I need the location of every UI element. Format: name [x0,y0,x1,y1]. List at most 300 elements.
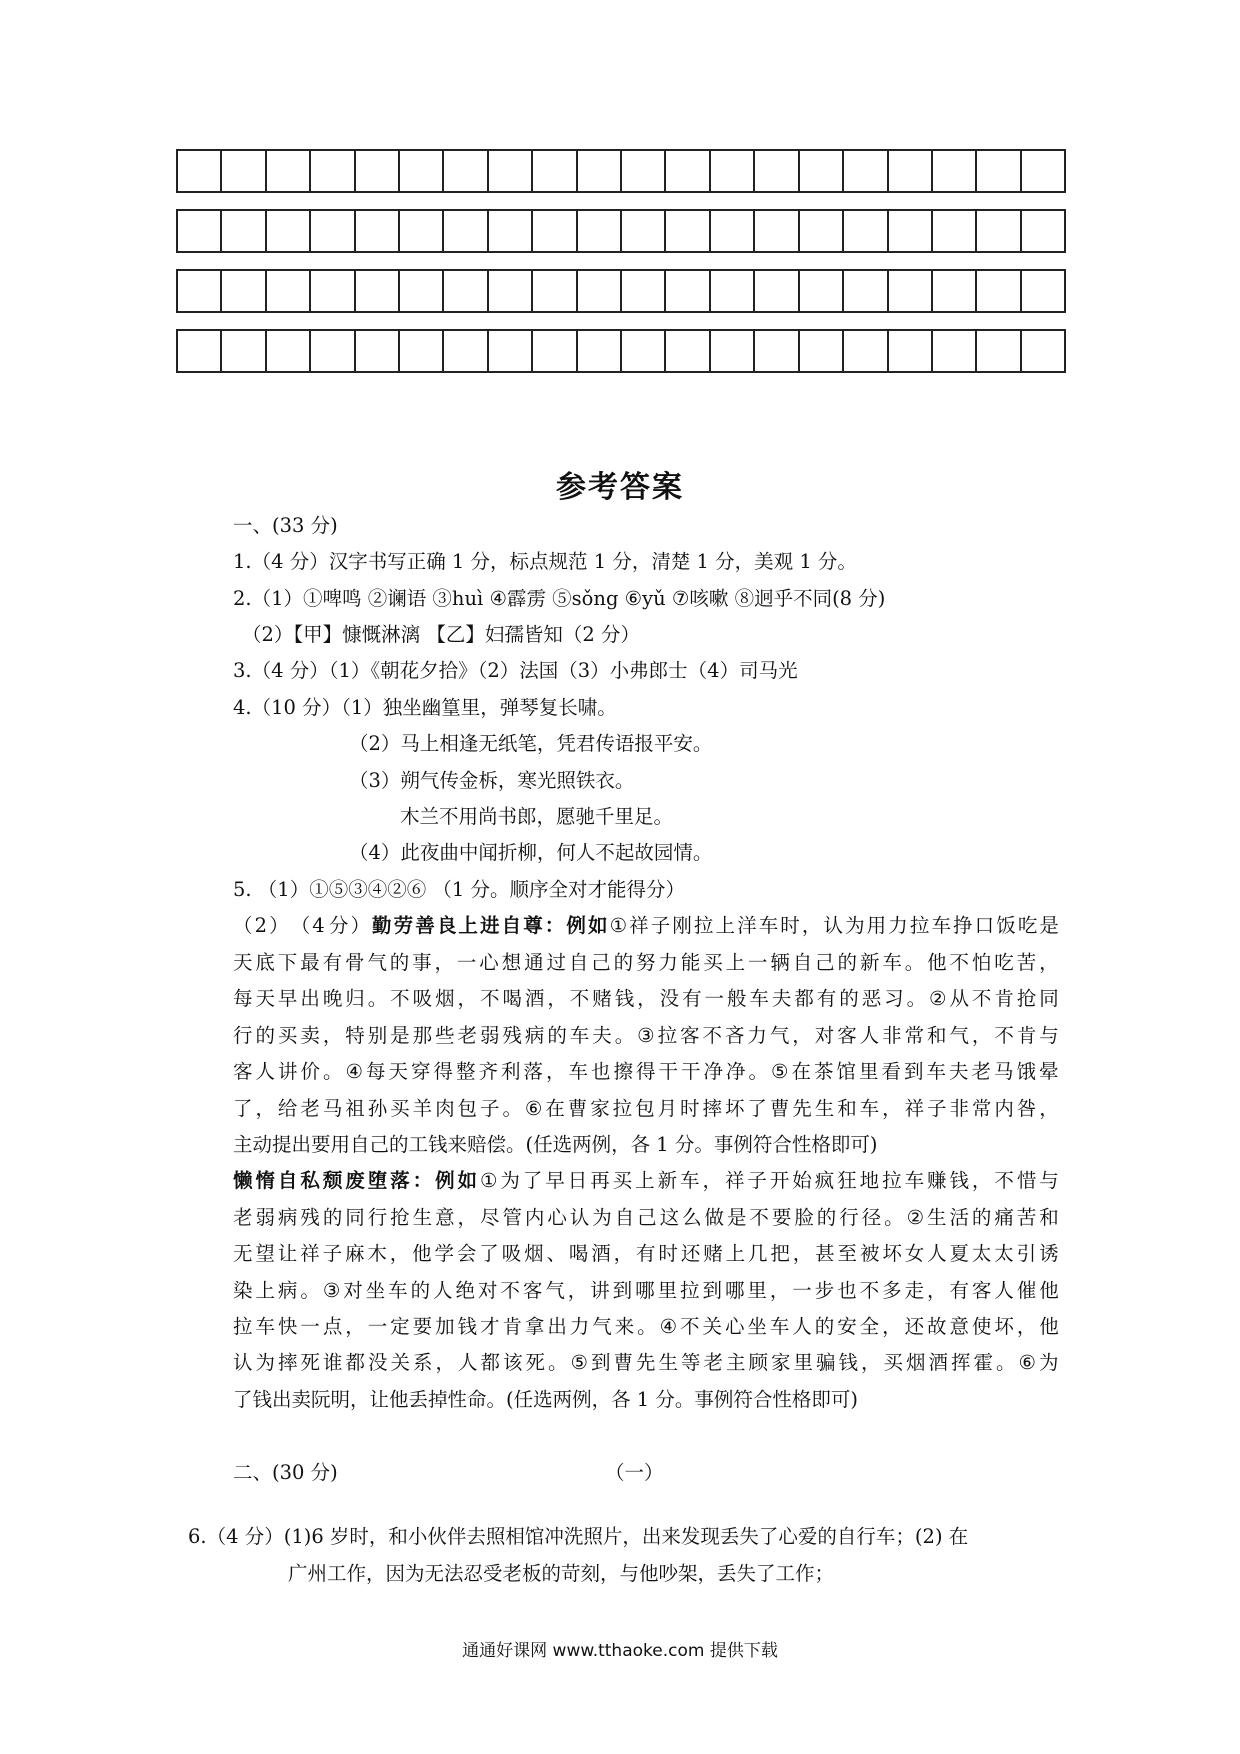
line-text: 买 [612,1169,633,1192]
line-text: ， [637,987,657,1010]
grid-cell[interactable] [444,151,488,191]
line-text: 先 [635,1351,656,1374]
grid-cell[interactable] [622,211,666,251]
grid-cell[interactable] [222,151,266,191]
grid-cell[interactable] [444,211,488,251]
bold-label: 尊 [523,914,543,937]
line-text: 6.（4 分）(1)6 岁时，和小伙伴去照相馆冲洗照片，出来发现丢失了心爱的自行车；(2) 在 [188,1525,969,1548]
line-text: 骗 [815,1351,836,1374]
line-text: ⑥ [1018,1351,1036,1374]
line-text: ⑤ [770,1060,789,1083]
line-text: 拉 [612,1097,633,1120]
line-text: 不 [390,987,410,1010]
line-text: 1.（4 分）汉字书写正确 1 分，标点规范 1 分，清楚 1 分，美观 1 分。 [233,550,857,573]
line-text: 拉 [680,1279,700,1302]
line-text: 下 [277,951,298,974]
line-text: 馆 [836,1060,856,1083]
line-text: 讲 [590,1279,610,1302]
grid-cell[interactable] [311,331,355,371]
grid-cell[interactable] [444,331,488,371]
line-text: 饿 [1016,1060,1036,1083]
line-text: 酒 [928,1351,948,1374]
answer-line [233,1023,1059,1049]
line-text: 催 [1016,1279,1037,1302]
line-text: ， [1016,1315,1037,1338]
grid-cell[interactable] [311,151,355,191]
answer-line [233,658,798,684]
line-text: 的 [322,1206,343,1229]
grid-cell[interactable] [578,271,622,311]
line-text: 上 [635,1169,655,1192]
line-text: 活 [949,1206,969,1229]
line-text: ， [434,951,455,974]
grid-cell[interactable] [489,211,533,251]
line-text: 时 [680,1097,700,1120]
line-text: 没 [659,987,680,1010]
line-text: 气 [949,1024,969,1047]
line-text: 客 [837,1024,857,1047]
grid-cell[interactable] [666,211,710,251]
line-text: 通 [524,951,544,974]
line-text: 晕 [1038,1060,1059,1083]
grid-cell[interactable] [622,271,666,311]
grid-cell[interactable] [400,271,444,311]
line-text: 吸 [412,987,433,1010]
grid-cell[interactable] [400,331,444,371]
line-text: 女 [904,1242,925,1265]
line-text: ， [927,1279,947,1302]
answer-line [233,513,338,539]
answer-line [233,586,885,612]
line-text: ， [322,1024,343,1047]
line-text: 包 [635,1097,655,1120]
grid-cell[interactable] [933,271,977,311]
grid-cell[interactable] [578,331,622,371]
line-text: 同 [345,1206,365,1229]
line-text: 不 [994,1024,1014,1047]
line-text: 车 [388,1279,408,1302]
line-text: 曹 [613,1351,633,1374]
line-text: ， [860,1351,881,1374]
grid-cell[interactable] [844,211,888,251]
line-text: 己 [591,951,611,974]
line-text: 尽 [479,1206,500,1229]
grid-cell[interactable] [666,331,710,371]
line-text: 上 [255,1279,275,1302]
line-text: 想 [501,951,522,974]
grid-cell[interactable] [444,271,488,311]
line-text: 他 [412,1242,432,1265]
line-text: 咎 [1016,1097,1037,1120]
line-text: 钱 [949,1169,969,1192]
line-text: 在 [545,1097,565,1120]
line-text: 到 [702,1279,722,1302]
line-text: 老 [300,1097,320,1120]
line-text: 。 [748,1060,768,1083]
line-text: 齐 [478,1060,498,1083]
line-text: 饭 [996,914,1016,937]
line-text: 一 [367,1315,388,1338]
line-text: ， [567,1279,588,1302]
line-text: 的 [547,1024,567,1047]
grid-cell[interactable] [489,271,533,311]
line-text: 拿 [524,1315,545,1338]
line-text: 、 [546,1242,566,1265]
answer-line [188,1524,968,1550]
line-text: 要 [412,1315,433,1338]
line-text: 祖 [345,1097,365,1120]
grid-cell[interactable] [977,151,1021,191]
line-text: 落 [523,1060,543,1083]
line-text: 的 [613,951,634,974]
line-text: 赚 [927,1169,947,1192]
grid-cell[interactable] [622,331,666,371]
line-text: 几 [747,1242,768,1265]
grid-cell[interactable] [933,151,977,191]
line-text: 绝 [455,1279,476,1302]
grid-cell[interactable] [356,331,400,371]
line-text: 麻 [344,1242,365,1265]
line-text: 抢 [1016,987,1037,1010]
line-text: 病 [524,1024,545,1047]
line-text: 拉 [909,914,930,937]
line-text: 到 [612,1279,633,1302]
line-text: 2.（1）①啤鸣 ②谰语 ③huì ④霹雳 ⑤sǒng ⑥yǔ ⑦咳嗽 ⑧迥乎不同(8 分) [233,587,886,610]
grid-cell[interactable] [800,331,844,371]
line-text: 是 [1039,914,1059,937]
line-text: 弱 [255,1206,275,1229]
grid-cell[interactable] [844,271,888,311]
line-text: 到 [590,1351,611,1374]
line-text: 人 [792,1315,812,1338]
line-text: 。 [904,951,925,974]
line-text: 不 [994,1169,1014,1192]
writing-grid [176,149,1066,373]
grid-cell[interactable] [178,151,222,191]
grid-cell[interactable] [889,211,933,251]
line-text: 的 [839,987,859,1010]
line-text: ， [389,1242,410,1265]
grid-row [176,269,1066,313]
line-text: ， [1039,951,1059,974]
line-text: 价 [300,1060,321,1083]
grid-cell[interactable] [666,151,710,191]
grid-cell[interactable] [356,151,400,191]
line-text: 为 [500,1169,520,1192]
grid-cell[interactable] [533,151,577,191]
line-text: 天 [233,951,253,974]
line-text: 了 [479,1242,499,1265]
line-text: ， [457,1206,478,1229]
line-text: 特 [345,1024,365,1047]
bold-label: 惰 [255,1169,275,1192]
line-text: 让 [277,1242,298,1265]
line-text: 净 [725,1060,746,1083]
line-text: 讲 [278,1060,298,1083]
line-text: 内 [994,1097,1014,1120]
grid-cell[interactable] [178,211,222,251]
bold-label: 自 [277,1169,298,1192]
grid-cell[interactable] [977,211,1021,251]
grid-cell[interactable] [178,331,222,371]
line-text: 喝 [502,987,522,1010]
line-text: 多 [882,1279,902,1302]
line-text: 坏 [724,1097,745,1120]
grid-cell[interactable] [755,331,799,371]
line-text: 坐 [365,1279,386,1302]
grid-cell[interactable] [889,331,933,371]
grid-cell[interactable] [400,211,444,251]
line-text: 都 [480,1351,501,1374]
grid-cell[interactable] [933,331,977,371]
line-text: ， [971,1169,992,1192]
answer-line [349,840,712,866]
line-text: 夫 [771,987,792,1010]
line-text: 的 [389,951,410,974]
answer-line [605,1460,664,1486]
line-text: 对 [343,1279,363,1302]
line-text: 客 [233,1060,253,1083]
grid-cell[interactable] [711,271,755,311]
line-text: 事 [412,951,432,974]
line-text: 祥 [300,1242,320,1265]
grid-cell[interactable] [755,211,799,251]
line-text: 主动提出要用自己的工钱来赔偿。(任选两例，各 1 分。事例符合性格即可) [233,1133,878,1156]
line-text: 刚 [672,914,692,937]
line-text: 曹 [567,1097,588,1120]
grid-cell[interactable] [533,211,577,251]
line-text: 钱 [614,987,635,1010]
bold-label: 懒 [233,1169,253,1192]
bold-label: 例 [435,1169,455,1192]
grid-cell[interactable] [711,331,755,371]
line-text: 气 [367,951,387,974]
line-text: 才 [479,1315,500,1338]
line-text: 整 [455,1060,476,1083]
answer-line [400,804,673,830]
line-text: 心 [479,951,499,974]
answer-line [349,731,712,757]
answer-line [233,1241,1059,1267]
answer-line [233,1059,1059,1085]
line-text: 日 [567,1169,588,1192]
line-text: 广州工作，因为无法忍受老板的苛刻，与他吵架，丢失了工作； [288,1562,835,1585]
line-text: 骨 [344,951,365,974]
line-text: 学 [434,1242,455,1265]
grid-cell[interactable] [489,331,533,371]
grid-cell[interactable] [844,151,888,191]
line-text: 不 [479,987,500,1010]
bold-label: 勤 [372,914,392,937]
line-text: 气 [592,1315,612,1338]
grid-cell[interactable] [533,331,577,371]
grid-cell[interactable] [311,211,355,251]
line-text: 认 [569,1206,590,1229]
grid-cell[interactable] [533,271,577,311]
line-text: 早 [545,1169,565,1192]
grid-cell[interactable] [711,211,755,251]
line-text: 不 [749,1206,769,1229]
grid-cell[interactable] [666,271,710,311]
line-text: 的 [814,1315,835,1338]
grid-cell[interactable] [711,151,755,191]
line-text: 夏 [949,1242,970,1265]
grid-cell[interactable] [755,271,799,311]
grid-cell[interactable] [1022,271,1064,311]
line-text: 做 [704,1206,725,1229]
line-text: 他 [1039,1279,1059,1302]
line-text: 疯 [814,1169,835,1192]
grid-cell[interactable] [1022,331,1064,371]
line-text: 归 [345,987,365,1010]
line-text: 酒 [524,987,545,1010]
line-text: 与 [1039,1169,1059,1192]
answer-line [233,913,1059,939]
line-text: （2）【甲】慷慨淋漓 【乙】妇孺皆知（2 分） [242,623,640,646]
line-text: 。 [614,1024,635,1047]
line-text: 使 [971,1315,992,1338]
grid-cell[interactable] [356,271,400,311]
bold-label: ： [544,914,565,937]
line-text: ② [906,1206,925,1229]
line-text: 拉 [882,1169,902,1192]
line-text: 子 [322,1242,343,1265]
bold-label: 劳 [393,914,414,937]
line-text: 。 [884,1206,904,1229]
line-text: 和 [1039,1206,1059,1229]
line-text: 马 [322,1097,343,1120]
line-text: 太 [994,1242,1014,1265]
line-text: 净 [703,1060,723,1083]
grid-cell[interactable] [178,271,222,311]
grid-cell[interactable] [267,331,311,371]
line-text: 坐 [747,1315,767,1338]
answer-line [233,1387,858,1413]
line-text: 己 [637,1206,657,1229]
line-text: 也 [837,1279,857,1302]
bold-label: 良 [436,914,457,937]
answer-line [233,1132,878,1158]
line-text: （3）朔气传金柝，寒光照铁衣。 [349,769,635,792]
line-text: ， [255,1097,275,1120]
line-text: 管 [502,1206,522,1229]
line-text: 行 [839,1206,859,1229]
line-text: 从 [949,987,969,1010]
grid-row [176,209,1066,253]
line-text: 气 [545,1279,565,1302]
line-text: 对 [814,1024,835,1047]
grid-cell[interactable] [622,151,666,191]
grid-cell[interactable] [889,271,933,311]
grid-cell[interactable] [311,271,355,311]
line-text: 。 [637,1315,657,1338]
line-text: 洋 [737,914,757,937]
line-text: ① [609,914,628,937]
line-text: 为 [592,1206,612,1229]
answer-line [233,1168,1059,1194]
line-text: 口 [974,914,995,937]
line-text: 哪 [724,1279,745,1302]
line-text: 力 [747,1024,767,1047]
grid-cell[interactable] [800,271,844,311]
grid-cell[interactable] [356,211,400,251]
line-text: 木兰不用尚书郎，愿驰千里足。 [400,805,674,828]
grid-cell[interactable] [1022,211,1064,251]
grid-cell[interactable] [489,151,533,191]
line-text: 残 [300,1206,320,1229]
grid-cell[interactable] [889,151,933,191]
line-text: 为 [255,1351,276,1374]
line-text: 卖 [300,1024,320,1047]
line-text: 人 [927,1242,947,1265]
grid-cell[interactable] [933,211,977,251]
line-text: 里 [793,1351,813,1374]
line-text: 车 [882,951,902,974]
line-text: 底 [255,951,275,974]
line-text: 4.（10 分）（1）独坐幽篁里，弹琴复长啸。 [233,696,617,719]
line-text: 一 [456,951,477,974]
grid-cell[interactable] [755,151,799,191]
grid-cell[interactable] [222,331,266,371]
line-text: ， [792,1024,812,1047]
grid-cell[interactable] [222,271,266,311]
answer-line [233,1350,1059,1376]
grid-cell[interactable] [267,151,311,191]
grid-cell[interactable] [1022,151,1064,191]
line-text: 认 [233,1351,253,1374]
line-text: 病 [277,1206,298,1229]
line-text: ④ [659,1315,678,1338]
grid-cell[interactable] [977,331,1021,371]
answer-line [233,1278,1059,1304]
line-text: 定 [390,1315,410,1338]
grid-cell[interactable] [578,151,622,191]
line-text: 客 [680,1024,700,1047]
line-text: 没 [368,1351,388,1374]
grid-cell[interactable] [800,211,844,251]
grid-cell[interactable] [222,211,266,251]
line-text: 认 [823,914,843,937]
line-text: 那 [412,1024,433,1047]
line-text: 死 [300,1351,321,1374]
line-text: 的 [410,1279,431,1302]
line-text: 般 [726,987,747,1010]
line-text: 买 [390,1097,410,1120]
line-text: 烟 [435,987,455,1010]
line-text: 自 [568,951,589,974]
line-text: 。 [995,1351,1016,1374]
line-text: 狂 [837,1169,857,1192]
line-text: 新 [657,1169,678,1192]
line-text: 家 [590,1097,610,1120]
line-text: 霍 [973,1351,993,1374]
line-text: 车 [568,1060,588,1083]
answer-line [233,1314,1059,1340]
bold-label: 如 [587,914,608,937]
grid-cell[interactable] [578,211,622,251]
grid-cell[interactable] [800,151,844,191]
line-text: ， [801,914,822,937]
grid-cell[interactable] [400,151,444,191]
grid-cell[interactable] [844,331,888,371]
line-text: 都 [794,987,814,1010]
grid-cell[interactable] [267,271,311,311]
grid-cell[interactable] [267,211,311,251]
grid-cell[interactable] [977,271,1021,311]
line-text: 子 [650,914,671,937]
line-text: 买 [277,1024,298,1047]
line-text: 出 [300,987,320,1010]
